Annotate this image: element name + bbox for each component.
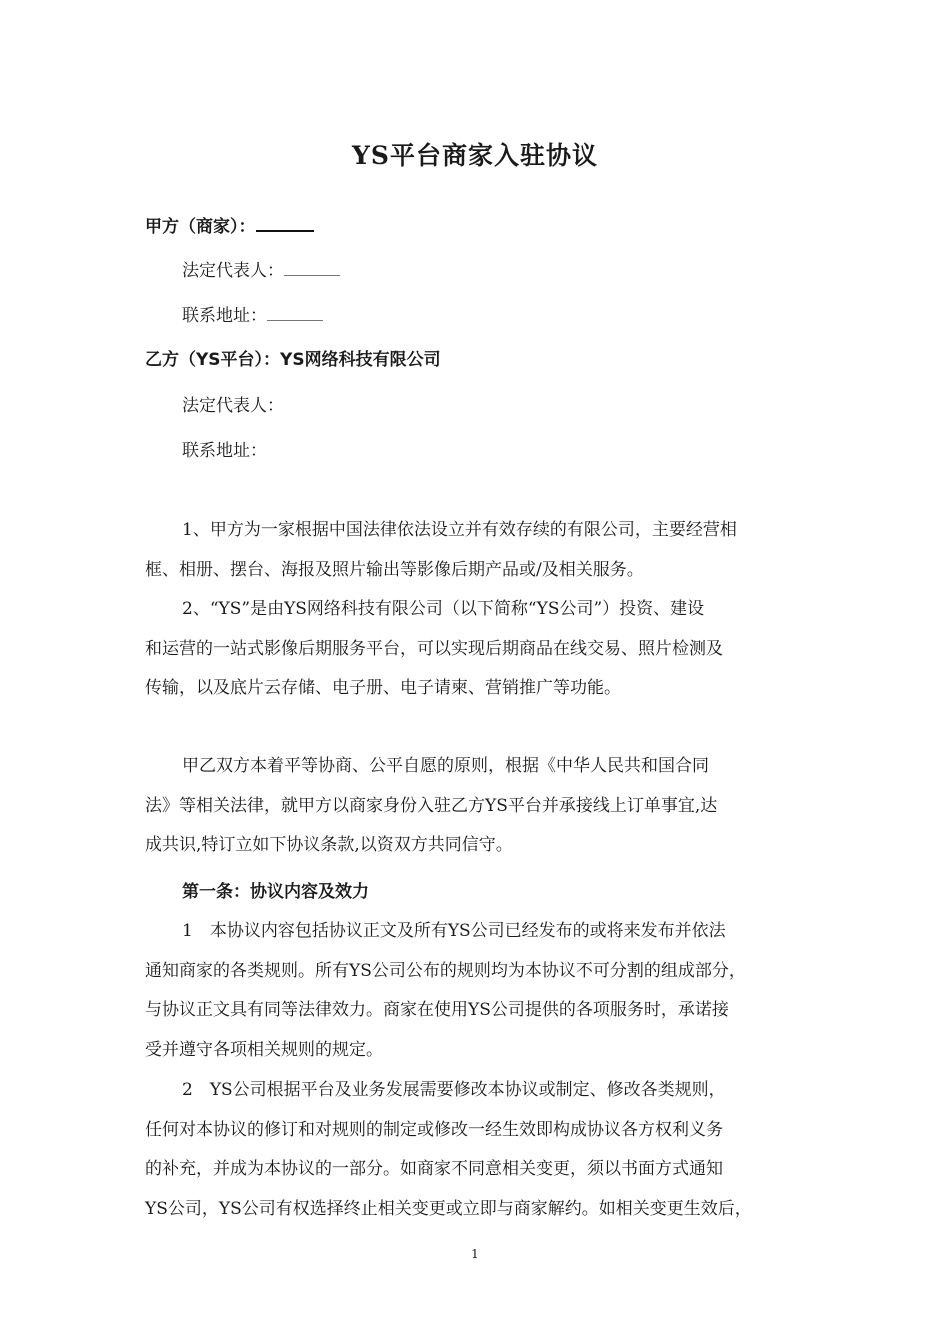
party-a-addr-line xyxy=(182,304,323,327)
article-1-clause-2 xyxy=(145,1071,807,1229)
text-line: 甲乙双方本着平等协商、公平自愿的原则，根据《中华人民共和国合同 xyxy=(182,756,709,776)
text-line: 通知商家的各类规则。所有YS公司公布的规则均为本协议不可分割的组成部分， xyxy=(145,960,746,981)
text-line: 与协议正文具有同等法律效力。商家在使用YS公司提供的各项服务时，承诺接 xyxy=(145,1000,729,1020)
article-1-clause-1 xyxy=(145,912,807,1070)
intro-paragraph-2 xyxy=(145,590,807,709)
text-line: 框、相册、摆台、海报及照片输出等影像后期产品或/及相关服务。 xyxy=(145,559,644,580)
party-a-addr-label: 联系地址： xyxy=(182,306,267,326)
party-b-line: 乙方（YS平台）：YS网络科技有限公司 xyxy=(145,350,441,370)
text-line: 1 本协议内容包括协议正文及所有YS公司已经发布的或将来发布并依法 xyxy=(182,921,726,941)
party-a-label: 甲方（商家）： xyxy=(145,217,256,237)
text-line: 法》等相关法律，就甲方以商家身份入驻乙方YS平台并承接线上订单事宜,达 xyxy=(145,795,718,816)
text-line: YS公司，YS公司有权选择终止相关变更或立即与商家解约。如相关变更生效后， xyxy=(145,1198,752,1219)
party-b-rep-label: 法定代表人： xyxy=(182,396,284,416)
text-line: 和运营的一站式影像后期服务平台，可以实现后期商品在线交易、照片检测及 xyxy=(145,638,723,659)
text-line: 任何对本协议的修订和对规则的制定或修改一经生效即构成协议各方权利义务 xyxy=(145,1119,723,1140)
party-a-addr-blank xyxy=(267,304,323,321)
party-a-rep-line xyxy=(182,259,340,282)
party-a-rep-label: 法定代表人： xyxy=(182,261,284,281)
page-number: 1 xyxy=(471,1247,479,1261)
party-b-addr-label: 联系地址： xyxy=(182,441,267,461)
party-a-blank xyxy=(256,214,314,232)
text-line: 受并遵守各项相关规则的规定。 xyxy=(145,1039,383,1060)
text-line: 传输，以及底片云存储、电子册、电子请柬、营销推广等功能。 xyxy=(145,678,621,698)
party-a-rep-blank xyxy=(284,259,340,276)
text-line: 1、甲方为一家根据中国法律依法设立并有效存续的有限公司，主要经营相 xyxy=(182,520,737,540)
intro-paragraph-1 xyxy=(145,511,807,590)
party-a-line xyxy=(145,214,314,238)
document-title: YS平台商家入驻协议 xyxy=(352,141,598,170)
principle-paragraph xyxy=(145,747,807,866)
article-1-heading: 第一条：协议内容及效力 xyxy=(182,882,369,902)
text-line: 成共识,特订立如下协议条款,以资双方共同信守。 xyxy=(145,835,513,855)
text-line: 的补充，并成为本协议的一部分。如商家不同意相关变更，须以书面方式通知 xyxy=(145,1159,723,1179)
text-line: 2、“YS”是由YS网络科技有限公司（以下简称“YS公司”）投资、建设 xyxy=(182,599,705,619)
text-line: 2 YS公司根据平台及业务发展需要修改本协议或制定、修改各类规则， xyxy=(182,1080,726,1100)
